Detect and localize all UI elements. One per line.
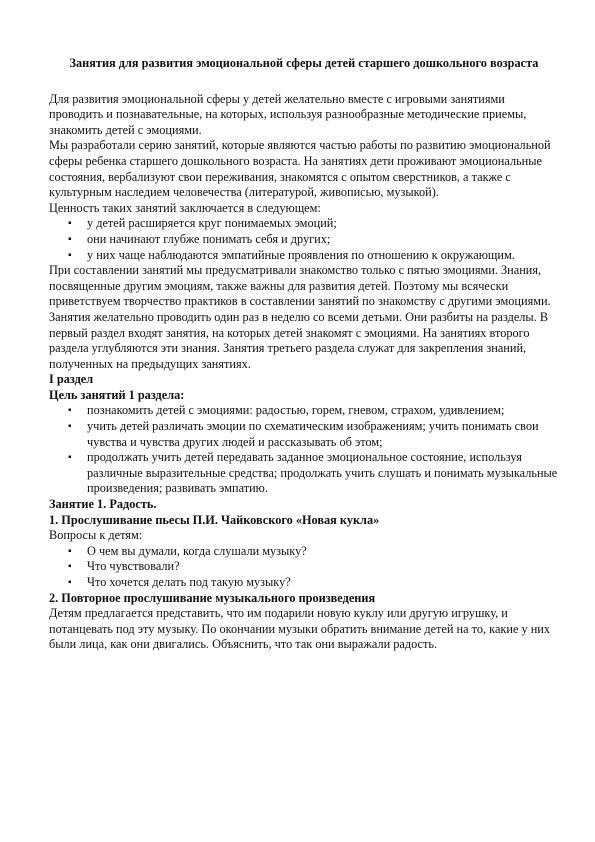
goals-heading: Цель занятий 1 раздела: xyxy=(49,387,185,402)
document-title: Занятия для развития эмоциональной сферы детей старшего дошкольного возраста xyxy=(69,56,539,70)
lesson-title: Занятие 1. Радость. xyxy=(49,497,157,512)
questions-list xyxy=(49,544,559,591)
questions-heading: Вопросы к детям: xyxy=(49,528,143,543)
question-item: ▪ Что хочется делать под такую музыку? xyxy=(49,575,559,591)
intro-paragraph-3: Ценность таких занятий заключается в следующем: xyxy=(49,200,321,215)
goal-item: ▪ познакомить детей с эмоциями: радостью, горем, гневом, страхом, удивлением; xyxy=(49,403,559,419)
value-item: ▪ у них чаще наблюдаются эмпатийные проявления по отношению к окружающим. xyxy=(49,248,559,264)
goal-item: ▪ учить детей различать эмоции по схематическим изображениям; учить понимать свои чувства и чувства других людей и рассказывать об этом; xyxy=(49,419,559,450)
value-list xyxy=(49,216,559,263)
body-paragraph-1: При составлении занятий мы предусматривали знакомство только с пятью эмоциями. Знания, посвященные другим эмоциям, также важны для развития детей. Поэтому мы всячески приветствуем творчество практиков в составлении занятий по знакомству с другими эмоциями. xyxy=(49,263,551,309)
value-item: ▪ они начинают глубже понимать себя и других; xyxy=(49,232,559,248)
question-item: ▪ О чем вы думали, когда слушали музыку? xyxy=(49,544,559,560)
step1-title: 1. Прослушивание пьесы П.И. Чайковского «Новая кукла» xyxy=(49,512,380,527)
goal-item: ▪ продолжать учить детей передавать заданное эмоциональное состояние, используя различные выразительные средства; продолжать учить слушать и понимать музыкальные произведения; развивать эмпатию. xyxy=(49,450,559,497)
step2-title: 2. Повторное прослушивание музыкального произведения xyxy=(49,590,376,605)
value-item: ▪ у детей расширяется круг понимаемых эмоций; xyxy=(49,216,559,232)
step2-text: Детям предлагается представить, что им подарили новую куклу или другую игрушку, и потанцевать под эту музыку. По окончании музыки обратить внимание детей на то, какие у них были лица, как они двигались. Объяснить, что так они выражали радость. xyxy=(49,606,551,652)
question-item: ▪ Что чувствовали? xyxy=(49,559,559,575)
goals-list xyxy=(49,403,559,497)
document-page xyxy=(49,56,559,653)
body-paragraph-2: Занятия желательно проводить один раз в неделю со всеми детьми. Они разбиты на разделы. В первый раздел входят занятия, на которых детей знакомят с эмоциями. На занятиях второго раздела углубляются эти знания. Занятия третьего раздела служат для закрепления знаний, полученных на предыдущих занятиях. xyxy=(49,309,549,371)
intro-paragraph-1: Для развития эмоциональной сферы у детей желательно вместе с игровыми занятиями проводить и познавательные, на которых, используя разнообразные методические приемы, знакомить детей с эмоциями. xyxy=(49,91,527,137)
intro-paragraph-2: Мы разработали серию занятий, которые являются частью работы по развитию эмоциональной сферы ребенка старшего дошкольного возраста. На занятиях дети проживают эмоциональные состояния, вербализуют свои переживания, знакомятся с опытом сверстников, а также с культурным наследием человечества (литературой, живописью, музыкой). xyxy=(49,138,551,200)
section-heading: I раздел xyxy=(49,372,94,387)
